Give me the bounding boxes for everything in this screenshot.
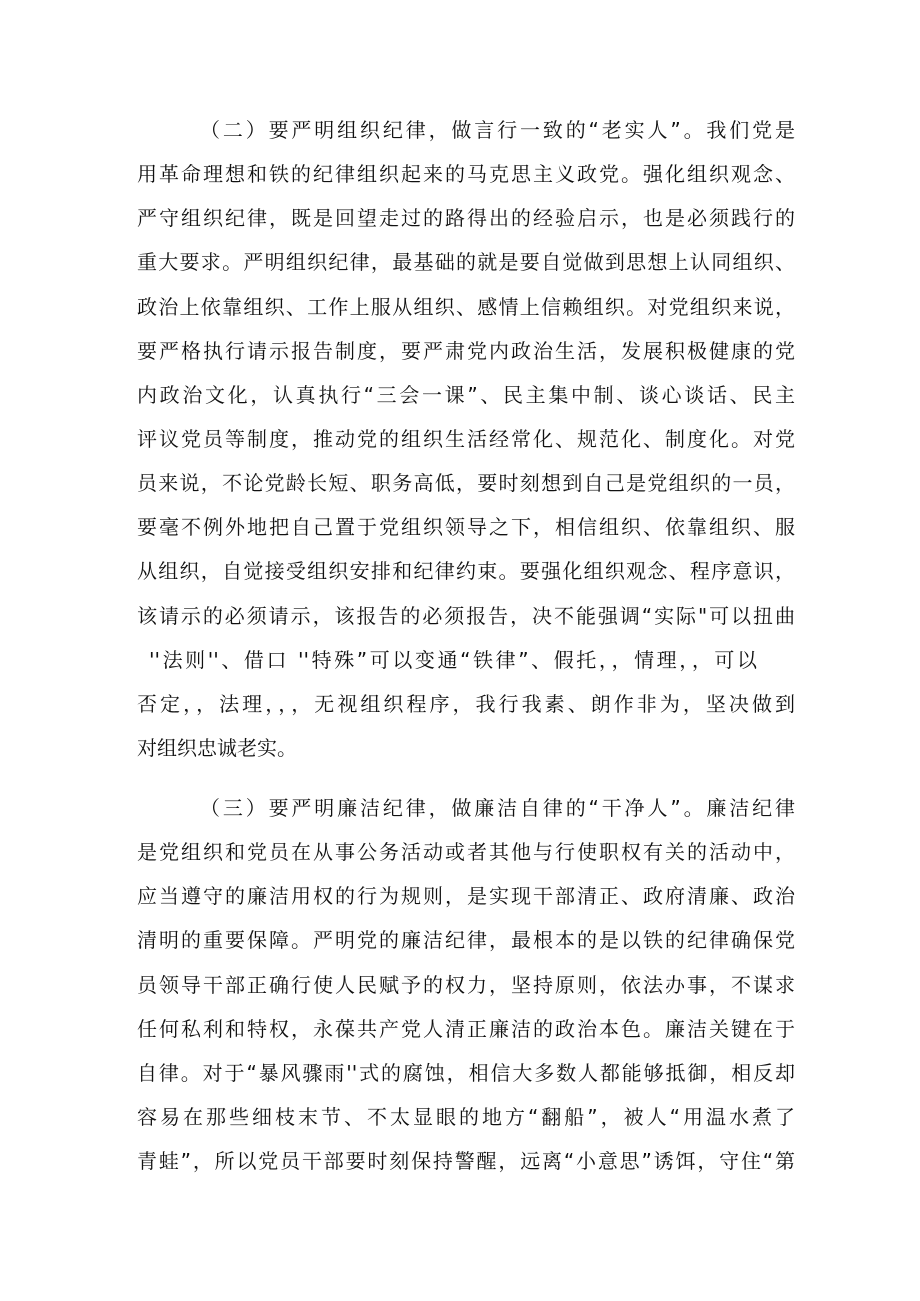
paragraph-line: 青蛙”，所以党员干部要时刻保持警醒，远离“小意思”诱饵，守住“第 [137, 1149, 795, 1174]
paragraph-line: 用革命理想和铁的纪律组织起来的马克思主义政党。强化组织观念、 [137, 162, 795, 187]
paragraph-line: 严守组织纪律，既是回望走过的路得出的经验启示，也是必须践行的 [137, 206, 795, 231]
paragraph-line: 评议党员等制度，推动党的组织生活经常化、规范化、制度化。对党 [137, 426, 795, 451]
paragraph-line: 自律。对于“暴风骤雨''式的腐蚀，相信大多数人都能够抵御，相反却 [137, 1060, 795, 1085]
paragraph-line: 该请示的必须请示，该报告的必须报告，决不能强调“实际"可以扭曲 [137, 603, 795, 628]
paragraph-line: （三）要严明廉洁纪律，做廉洁自律的“干净人”。廉洁纪律 [200, 795, 795, 820]
paragraph-integrity-discipline [137, 786, 795, 1183]
paragraph-line: 要严格执行请示报告制度，要严肃党内政治生活，发展积极健康的党 [137, 338, 795, 363]
paragraph-line: 重大要求。严明组织纪律，最基础的就是要自觉做到思想上认同组织、 [137, 250, 795, 275]
paragraph-line: 是党组织和党员在从事公务活动或者其他与行使职权有关的活动中， [137, 840, 795, 865]
paragraph-line: 对组织忠诚老实。 [137, 735, 297, 760]
paragraph-line: 任何私利和特权，永葆共产党人清正廉洁的政治本色。廉洁关键在于 [137, 1016, 795, 1041]
paragraph-line: 应当遵守的廉洁用权的行为规则，是实现干部清正、政府清廉、政治 [137, 884, 795, 909]
paragraph-line: 从组织，自觉接受组织安排和纪律约束。要强化组织观念、程序意识， [137, 559, 795, 584]
paragraph-line: 政治上依靠组织、工作上服从组织、感情上信赖组织。对党组织来说， [137, 294, 795, 319]
paragraph-line: 否定，，法理，，，无视组织程序，我行我素、朗作非为，坚决做到 [137, 691, 795, 716]
paragraph-line: 要毫不例外地把自己置于党组织领导之下，相信组织、依靠组织、服 [137, 515, 795, 540]
document-body [137, 108, 795, 1183]
paragraph-line: 内政治文化，认真执行“三会一课”、民主集中制、谈心谈话、民主 [137, 382, 795, 407]
paragraph-line: 员来说，不论党龄长短、职务高低，要时刻想到自己是党组织的一员， [137, 471, 795, 496]
paragraph-line: ''法则''、借口 ''特殊”可以变通“铁律”、假托，，情理，，可以 [149, 647, 757, 672]
paragraph-line: 清明的重要保障。严明党的廉洁纪律，最根本的是以铁的纪律确保党 [137, 928, 795, 953]
paragraph-line: 员领导干部正确行使人民赋予的权力，坚持原则，依法办事，不谋求 [137, 972, 795, 997]
paragraph-line: 容易在那些细枝末节、不太显眼的地方“翻船”，被人“用温水煮了 [137, 1104, 795, 1129]
paragraph-line: （二）要严明组织纪律，做言行一致的“老实人”。我们党是 [200, 118, 795, 142]
paragraph-organization-discipline [137, 108, 795, 770]
